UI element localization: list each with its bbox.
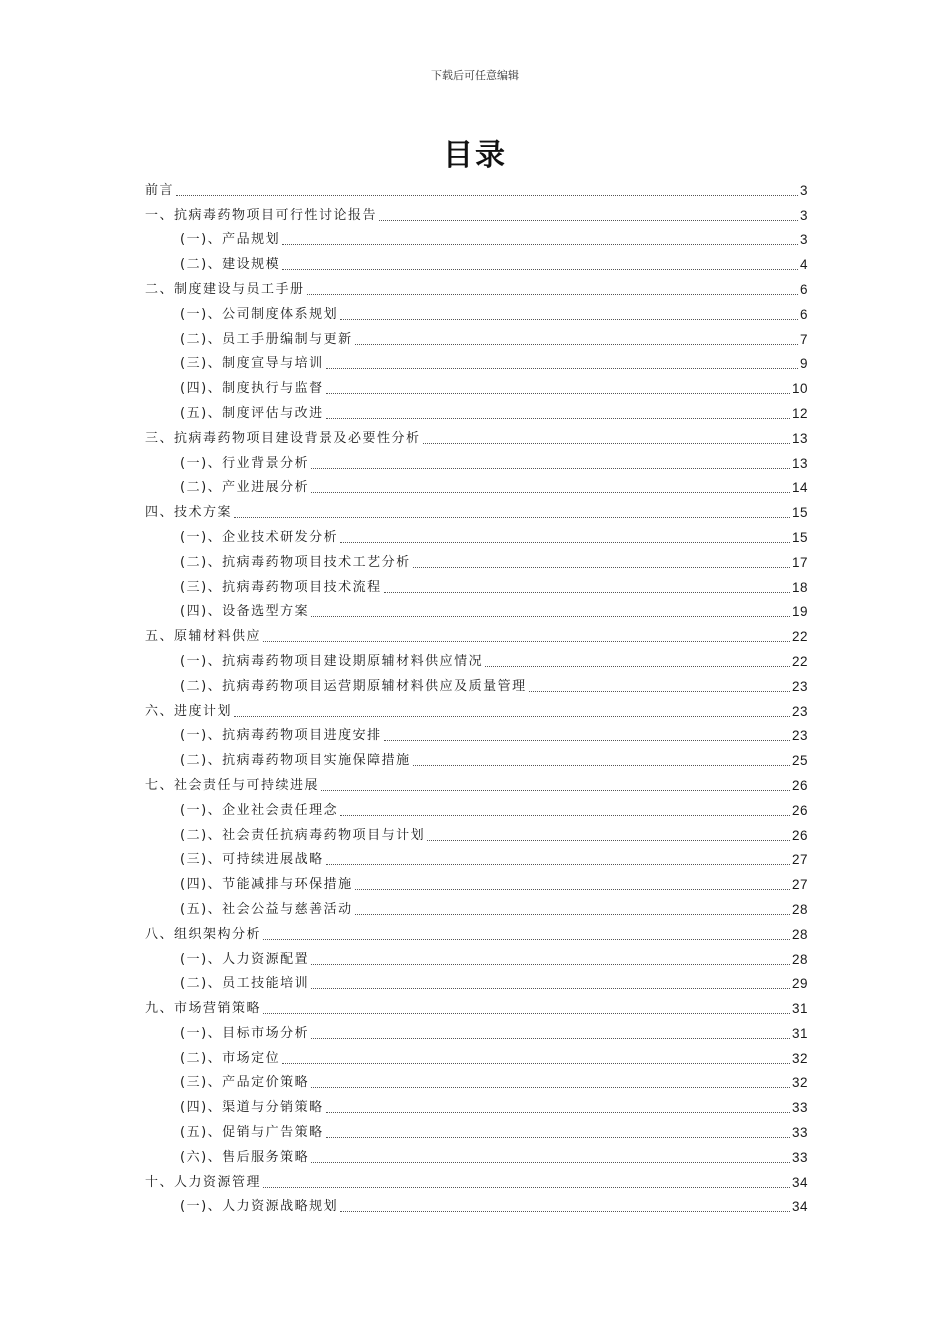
toc-dot-leader bbox=[263, 1013, 790, 1014]
toc-page-number: 13 bbox=[791, 455, 808, 471]
toc-dot-leader bbox=[340, 319, 798, 320]
toc-entry[interactable] bbox=[145, 1193, 808, 1218]
toc-page-number: 15 bbox=[791, 505, 808, 521]
toc-entry[interactable] bbox=[145, 1143, 808, 1168]
toc-page-number: 3 bbox=[799, 207, 808, 223]
toc-entry-text: (二)、建设规模 bbox=[180, 257, 281, 273]
toc-dot-leader bbox=[340, 1211, 790, 1212]
toc-entry-text: (五)、促销与广告策略 bbox=[180, 1125, 324, 1141]
toc-dot-leader bbox=[413, 567, 790, 568]
toc-page-number: 22 bbox=[791, 653, 808, 669]
toc-entry[interactable] bbox=[145, 647, 808, 672]
toc-dot-leader bbox=[282, 1063, 790, 1064]
toc-dot-leader bbox=[326, 1112, 790, 1113]
toc-dot-leader bbox=[311, 964, 790, 965]
toc-entry[interactable] bbox=[145, 350, 808, 375]
toc-entry[interactable] bbox=[145, 771, 808, 796]
toc-dot-leader bbox=[311, 468, 790, 469]
toc-entry[interactable] bbox=[145, 870, 808, 895]
toc-entry-text: (二)、产业进展分析 bbox=[180, 480, 310, 496]
toc-entry-text: (一)、抗病毒药物项目建设期原辅材料供应情况 bbox=[180, 653, 484, 669]
toc-entry-text: (四)、渠道与分销策略 bbox=[180, 1100, 324, 1116]
toc-page-number: 23 bbox=[791, 703, 808, 719]
toc-dot-leader bbox=[379, 220, 798, 221]
toc-page-number: 32 bbox=[791, 1050, 808, 1066]
toc-entry[interactable] bbox=[145, 697, 808, 722]
toc-dot-leader bbox=[340, 542, 790, 543]
toc-dot-leader bbox=[311, 988, 790, 989]
toc-page-number: 6 bbox=[799, 306, 808, 322]
toc-page-number: 27 bbox=[791, 877, 808, 893]
toc-entry[interactable] bbox=[145, 672, 808, 697]
toc-page-number: 4 bbox=[799, 257, 808, 273]
toc-dot-leader bbox=[311, 1162, 790, 1163]
toc-entry[interactable] bbox=[145, 548, 808, 573]
toc-entry[interactable] bbox=[145, 374, 808, 399]
toc-entry-text: (四)、设备选型方案 bbox=[180, 604, 310, 620]
toc-dot-leader bbox=[423, 443, 790, 444]
toc-dot-leader bbox=[263, 939, 790, 940]
toc-page-number: 28 bbox=[791, 901, 808, 917]
toc-entry-text: (一)、企业社会责任理念 bbox=[180, 802, 339, 818]
toc-page-number: 3 bbox=[799, 232, 808, 248]
toc-page-number: 23 bbox=[791, 678, 808, 694]
toc-dot-leader bbox=[384, 740, 790, 741]
toc-page-number: 33 bbox=[791, 1125, 808, 1141]
toc-entry[interactable] bbox=[145, 746, 808, 771]
toc-entry[interactable] bbox=[145, 920, 808, 945]
toc-entry[interactable] bbox=[145, 1019, 808, 1044]
toc-entry-text: 六、进度计划 bbox=[145, 703, 233, 719]
toc-entry-text: (二)、市场定位 bbox=[180, 1050, 281, 1066]
toc-entry[interactable] bbox=[145, 895, 808, 920]
toc-page-number: 6 bbox=[799, 281, 808, 297]
toc-entry[interactable] bbox=[145, 945, 808, 970]
toc-dot-leader bbox=[176, 195, 798, 196]
toc-entry-text: (四)、制度执行与监督 bbox=[180, 381, 324, 397]
toc-page-number: 3 bbox=[799, 182, 808, 198]
toc-entry-text: (一)、行业背景分析 bbox=[180, 455, 310, 471]
toc-page-number: 19 bbox=[791, 604, 808, 620]
toc-page-number: 33 bbox=[791, 1149, 808, 1165]
toc-entry-text: 三、抗病毒药物项目建设背景及必要性分析 bbox=[145, 430, 421, 446]
toc-entry[interactable] bbox=[145, 449, 808, 474]
toc-dot-leader bbox=[311, 1038, 790, 1039]
toc-entry-text: 前言 bbox=[145, 182, 175, 198]
toc-dot-leader bbox=[355, 889, 790, 890]
toc-entry-text: (三)、抗病毒药物项目技术流程 bbox=[180, 579, 382, 595]
toc-entry-text: 二、制度建设与员工手册 bbox=[145, 281, 305, 297]
toc-dot-leader bbox=[321, 790, 790, 791]
toc-entry-text: (五)、制度评估与改进 bbox=[180, 405, 324, 421]
toc-entry[interactable] bbox=[145, 796, 808, 821]
toc-dot-leader bbox=[384, 592, 790, 593]
toc-entry[interactable] bbox=[145, 1069, 808, 1094]
toc-entry[interactable] bbox=[145, 498, 808, 523]
toc-entry-text: 七、社会责任与可持续进展 bbox=[145, 777, 320, 793]
toc-entry-text: 九、市场营销策略 bbox=[145, 1001, 262, 1017]
toc-page-number: 32 bbox=[791, 1075, 808, 1091]
header-note: 下载后可任意编辑 bbox=[431, 69, 519, 82]
table-of-contents bbox=[145, 176, 808, 1217]
toc-dot-leader bbox=[326, 393, 790, 394]
toc-entry[interactable] bbox=[145, 1168, 808, 1193]
toc-dot-leader bbox=[326, 418, 790, 419]
toc-page-number: 31 bbox=[791, 1025, 808, 1041]
toc-dot-leader bbox=[311, 1087, 790, 1088]
toc-page-number: 9 bbox=[799, 356, 808, 372]
toc-page-number: 23 bbox=[791, 728, 808, 744]
toc-dot-leader bbox=[234, 716, 790, 717]
toc-entry[interactable] bbox=[145, 250, 808, 275]
toc-title: 目录 bbox=[443, 138, 507, 173]
toc-entry[interactable] bbox=[145, 846, 808, 871]
toc-page-number: 10 bbox=[791, 381, 808, 397]
toc-dot-leader bbox=[529, 691, 790, 692]
toc-dot-leader bbox=[263, 1187, 790, 1188]
toc-entry-text: (三)、产品定价策略 bbox=[180, 1075, 310, 1091]
toc-dot-leader bbox=[307, 294, 798, 295]
toc-entry-text: (二)、抗病毒药物项目运营期原辅材料供应及质量管理 bbox=[180, 678, 527, 694]
toc-entry[interactable] bbox=[145, 622, 808, 647]
toc-entry[interactable] bbox=[145, 994, 808, 1019]
toc-entry[interactable] bbox=[145, 226, 808, 251]
toc-entry[interactable] bbox=[145, 275, 808, 300]
toc-entry-text: 十、人力资源管理 bbox=[145, 1174, 262, 1190]
toc-page-number: 27 bbox=[791, 852, 808, 868]
toc-page-number: 26 bbox=[791, 777, 808, 793]
toc-entry-text: (五)、社会公益与慈善活动 bbox=[180, 901, 353, 917]
toc-entry[interactable] bbox=[145, 300, 808, 325]
toc-entry[interactable] bbox=[145, 1044, 808, 1069]
toc-entry[interactable] bbox=[145, 722, 808, 747]
toc-entry-text: (四)、节能减排与环保措施 bbox=[180, 877, 353, 893]
toc-page-number: 34 bbox=[791, 1174, 808, 1190]
toc-dot-leader bbox=[340, 815, 790, 816]
toc-entry[interactable] bbox=[145, 424, 808, 449]
toc-page-number: 13 bbox=[791, 430, 808, 446]
toc-dot-leader bbox=[326, 1137, 790, 1138]
toc-entry[interactable] bbox=[145, 176, 808, 201]
toc-entry[interactable] bbox=[145, 399, 808, 424]
toc-dot-leader bbox=[326, 368, 798, 369]
toc-entry-text: 八、组织架构分析 bbox=[145, 926, 262, 942]
toc-page-number: 14 bbox=[791, 480, 808, 496]
toc-entry-text: 一、抗病毒药物项目可行性讨论报告 bbox=[145, 207, 378, 223]
toc-dot-leader bbox=[263, 641, 790, 642]
toc-entry[interactable] bbox=[145, 201, 808, 226]
toc-entry[interactable] bbox=[145, 1093, 808, 1118]
toc-entry[interactable] bbox=[145, 523, 808, 548]
toc-dot-leader bbox=[355, 344, 798, 345]
toc-entry-text: 五、原辅材料供应 bbox=[145, 629, 262, 645]
toc-dot-leader bbox=[413, 765, 790, 766]
toc-dot-leader bbox=[311, 492, 790, 493]
toc-dot-leader bbox=[326, 864, 790, 865]
toc-page-number: 18 bbox=[791, 579, 808, 595]
toc-entry[interactable] bbox=[145, 821, 808, 846]
toc-page-number: 26 bbox=[791, 827, 808, 843]
toc-entry[interactable] bbox=[145, 598, 808, 623]
toc-entry[interactable] bbox=[145, 970, 808, 995]
toc-entry-text: (二)、员工技能培训 bbox=[180, 976, 310, 992]
toc-entry-text: (三)、可持续进展战略 bbox=[180, 852, 324, 868]
toc-dot-leader bbox=[282, 269, 798, 270]
toc-entry[interactable] bbox=[145, 474, 808, 499]
toc-entry-text: (二)、抗病毒药物项目实施保障措施 bbox=[180, 753, 411, 769]
toc-entry-text: (二)、员工手册编制与更新 bbox=[180, 331, 353, 347]
toc-entry-text: (一)、产品规划 bbox=[180, 232, 281, 248]
toc-entry-text: (二)、社会责任抗病毒药物项目与计划 bbox=[180, 827, 426, 843]
toc-dot-leader bbox=[355, 914, 790, 915]
toc-page-number: 22 bbox=[791, 629, 808, 645]
toc-entry[interactable] bbox=[145, 325, 808, 350]
toc-entry-text: (一)、人力资源战略规划 bbox=[180, 1199, 339, 1215]
toc-page-number: 28 bbox=[791, 926, 808, 942]
toc-page-number: 34 bbox=[791, 1199, 808, 1215]
toc-page-number: 17 bbox=[791, 554, 808, 570]
toc-entry-text: (三)、制度宣导与培训 bbox=[180, 356, 324, 372]
toc-dot-leader bbox=[282, 244, 798, 245]
toc-dot-leader bbox=[427, 840, 790, 841]
toc-entry-text: (一)、公司制度体系规划 bbox=[180, 306, 339, 322]
toc-entry-text: 四、技术方案 bbox=[145, 505, 233, 521]
toc-page-number: 31 bbox=[791, 1001, 808, 1017]
toc-page-number: 28 bbox=[791, 951, 808, 967]
toc-entry-text: (一)、目标市场分析 bbox=[180, 1025, 310, 1041]
toc-entry-text: (六)、售后服务策略 bbox=[180, 1149, 310, 1165]
toc-entry[interactable] bbox=[145, 573, 808, 598]
toc-entry[interactable] bbox=[145, 1118, 808, 1143]
toc-page-number: 26 bbox=[791, 802, 808, 818]
toc-page-number: 12 bbox=[791, 405, 808, 421]
toc-page-number: 7 bbox=[799, 331, 808, 347]
toc-dot-leader bbox=[234, 517, 790, 518]
toc-entry-text: (二)、抗病毒药物项目技术工艺分析 bbox=[180, 554, 411, 570]
toc-dot-leader bbox=[311, 616, 790, 617]
toc-page-number: 29 bbox=[791, 976, 808, 992]
toc-entry-text: (一)、抗病毒药物项目进度安排 bbox=[180, 728, 382, 744]
toc-dot-leader bbox=[485, 666, 790, 667]
toc-entry-text: (一)、企业技术研发分析 bbox=[180, 529, 339, 545]
toc-page-number: 33 bbox=[791, 1100, 808, 1116]
toc-page-number: 15 bbox=[791, 529, 808, 545]
toc-entry-text: (一)、人力资源配置 bbox=[180, 951, 310, 967]
toc-page-number: 25 bbox=[791, 753, 808, 769]
